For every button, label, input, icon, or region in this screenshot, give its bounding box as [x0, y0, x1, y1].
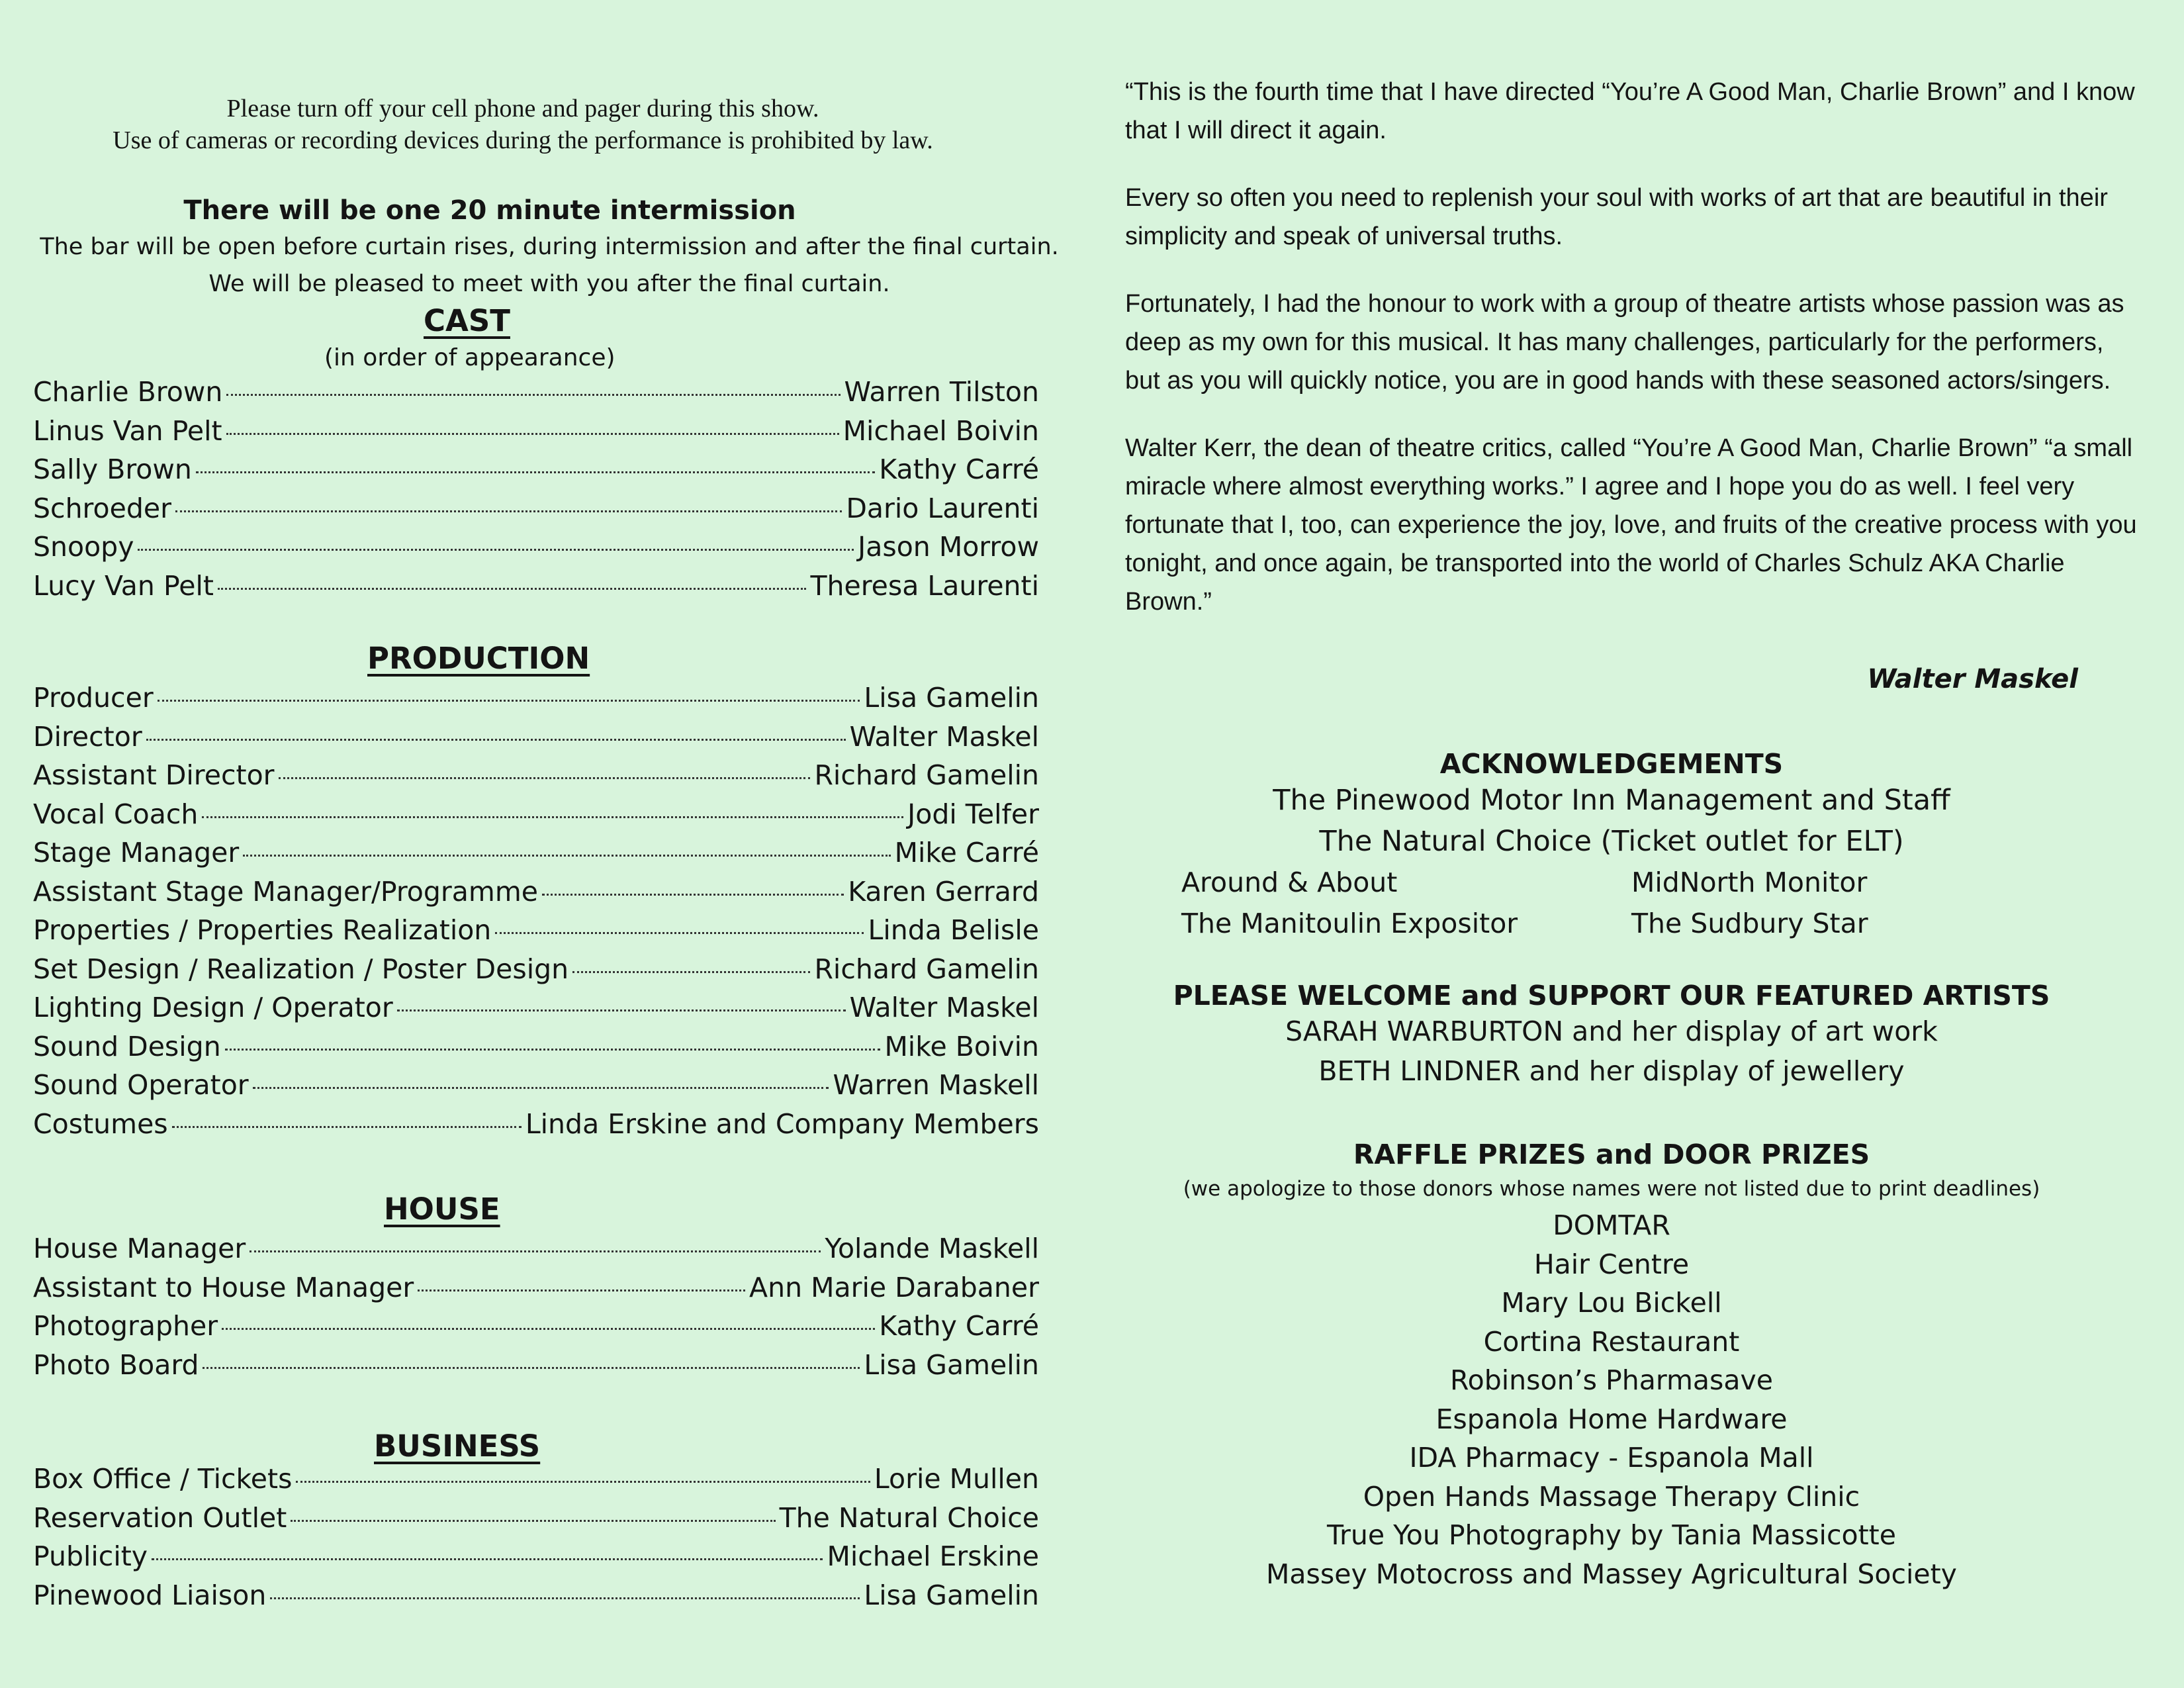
credit-name: Lisa Gamelin: [864, 682, 1039, 714]
leader-dots: [172, 1126, 522, 1128]
credit-name: The Natural Choice: [779, 1501, 1039, 1534]
donor-item: Massey Motocross and Massey Agricultural Society: [1266, 1558, 1957, 1590]
credit-role: Sound Operator: [33, 1069, 249, 1101]
credit-name: Kathy Carré: [879, 453, 1039, 485]
credit-role: Photo Board: [33, 1348, 199, 1381]
donor-item: IDA Pharmacy - Espanola Mall: [1409, 1442, 1814, 1474]
ack-media-item: MidNorth Monitor: [1631, 867, 1868, 898]
ack-media-item: Around & About: [1181, 867, 1398, 898]
leader-dots: [397, 1009, 846, 1011]
credit-name: Mike Boivin: [884, 1030, 1039, 1062]
notice-line: Please turn off your cell phone and pager during this show.: [226, 95, 819, 122]
credit-row: [33, 759, 1039, 798]
intermission-text: [26, 228, 1072, 303]
acknowledgements-section: [1118, 748, 2105, 944]
donor-item: Mary Lou Bickell: [1501, 1287, 1722, 1319]
credit-role: Pinewood Liaison: [33, 1579, 267, 1611]
ack-media-item: The Sudbury Star: [1631, 908, 1868, 939]
credit-name: Ann Marie Darabaner: [749, 1271, 1039, 1303]
donor-item: Robinson’s Pharmasave: [1450, 1364, 1773, 1396]
credit-role: House Manager: [33, 1233, 246, 1264]
leader-dots: [226, 433, 839, 435]
credit-row: [33, 914, 1039, 953]
credit-role: Set Design / Realization / Poster Design: [33, 953, 569, 985]
leader-dots: [222, 1328, 875, 1330]
credit-role: Properties / Properties Realization: [33, 914, 492, 946]
credit-role: Charlie Brown: [33, 376, 223, 408]
leader-dots: [218, 588, 807, 590]
credit-row: [33, 1272, 1039, 1311]
credit-role: Lucy Van Pelt: [33, 569, 214, 602]
leader-dots: [542, 894, 844, 896]
credit-name: Jodi Telfer: [907, 798, 1039, 830]
credit-role: Snoopy: [33, 531, 134, 563]
credit-role: Costumes: [33, 1107, 168, 1140]
credit-role: Director: [33, 720, 142, 753]
credit-name: Jason Morrow: [858, 531, 1039, 563]
leader-dots: [175, 510, 842, 512]
leader-dots: [296, 1481, 870, 1483]
credit-row: [33, 837, 1039, 876]
leader-dots: [291, 1520, 775, 1522]
ack-line: The Pinewood Motor Inn Management and Staff: [1273, 784, 1950, 817]
featured-artists-title: PLEASE WELCOME and SUPPORT OUR FEATURED ARTISTS: [1173, 980, 2050, 1011]
intermission-line: We will be pleased to meet with you after the final curtain.: [208, 271, 890, 297]
intermission-line: The bar will be open before curtain rises, during intermission and after the final curtain.: [40, 234, 1059, 260]
donor-item: True You Photography by Tania Massicotte: [1327, 1519, 1896, 1551]
cast-title: CAST: [424, 303, 510, 338]
credit-name: Yolande Maskell: [825, 1233, 1039, 1264]
credit-role: Assistant Director: [33, 759, 275, 791]
credit-row: [33, 415, 1039, 454]
credit-row: [33, 876, 1039, 915]
credit-row: [33, 721, 1039, 760]
credit-row: [33, 376, 1039, 415]
leader-dots: [226, 394, 840, 396]
leader-dots: [572, 971, 810, 973]
credit-row: [33, 798, 1039, 837]
raffle-title: RAFFLE PRIZES and DOOR PRIZES: [1353, 1139, 1870, 1170]
credit-name: Linda Erskine and Company Members: [525, 1107, 1039, 1140]
credit-name: Warren Tilston: [844, 376, 1039, 408]
credit-name: Lisa Gamelin: [864, 1348, 1039, 1381]
featured-artist: BETH LINDNER and her display of jewellery: [1318, 1055, 1905, 1087]
credit-row: [33, 570, 1039, 609]
raffle-note: (we apologize to those donors whose names were not listed due to print deadlines): [1183, 1177, 2040, 1201]
credit-row: [33, 1579, 1039, 1618]
leader-dots: [225, 1049, 881, 1051]
production-title: PRODUCTION: [367, 641, 590, 676]
credit-name: Michael Erskine: [827, 1540, 1039, 1572]
donor-item: Open Hands Massage Therapy Clinic: [1363, 1480, 1860, 1513]
ack-media-list: [1118, 862, 2105, 944]
credit-role: Assistant to House Manager: [33, 1271, 414, 1303]
production-list: [33, 682, 1039, 1147]
credit-name: Mike Carré: [894, 837, 1039, 868]
credit-name: Walter Maskel: [849, 720, 1039, 753]
credit-row: [33, 1069, 1039, 1108]
credit-row: [33, 1463, 1039, 1502]
credit-name: Linda Belisle: [868, 914, 1039, 946]
phone-notice: [26, 93, 1019, 156]
letter-paragraph: Fortunately, I had the honour to work with a group of theatre artists whose passion was as deep as my own for this musical. It has many challenges, particularly for the performers, but as you will quickly notice, you are in good hands with these seasoned actors/singers.: [1125, 290, 2124, 395]
credit-name: Lorie Mullen: [874, 1463, 1039, 1495]
leader-dots: [418, 1289, 745, 1291]
ack-right-column: [1605, 862, 2055, 944]
credit-role: Publicity: [33, 1540, 148, 1572]
credit-role: Photographer: [33, 1310, 218, 1342]
business-title: BUSINESS: [374, 1429, 541, 1464]
leader-dots: [243, 855, 890, 857]
credit-name: Dario Laurenti: [846, 492, 1039, 524]
donor-item: Hair Centre: [1533, 1248, 1690, 1280]
leader-dots: [279, 777, 811, 779]
credit-row: [33, 1540, 1039, 1579]
credit-role: Vocal Coach: [33, 798, 199, 830]
credit-row: [33, 1310, 1039, 1349]
credit-name: Walter Maskel: [849, 992, 1039, 1023]
credit-role: Sally Brown: [33, 453, 192, 485]
ack-left-column: [1168, 862, 1605, 944]
credit-row: [33, 531, 1039, 570]
credit-row: [33, 1233, 1039, 1272]
leader-dots: [158, 700, 860, 702]
donor-item: DOMTAR: [1553, 1209, 1670, 1241]
letter-paragraph: “This is the fourth time that I have directed “You’re A Good Man, Charlie Brown” and I know that I will direct it again.: [1125, 78, 2135, 144]
leader-dots: [138, 549, 854, 551]
leader-dots: [250, 1250, 821, 1252]
leader-dots: [196, 471, 875, 473]
letter-paragraph: Walter Kerr, the dean of theatre critics, called “You’re A Good Man, Charlie Brown” “a small miracle where almost everything works.” I agree and I hope you do as well. I feel very fortunate that I, too, can experience the joy, love, and fruits of the creative process with you tonight, and once again, be transported into the world of Charles Schulz AKA Charlie Brown.”: [1125, 434, 2137, 616]
cast-list: [33, 376, 1039, 608]
credit-role: Assistant Stage Manager/Programme: [33, 875, 539, 908]
credit-row: [33, 953, 1039, 992]
leader-dots: [146, 739, 846, 741]
credit-row: [33, 492, 1039, 532]
credit-name: Warren Maskell: [833, 1069, 1039, 1101]
credit-row: [33, 992, 1039, 1031]
featured-artists-section: [1118, 980, 2105, 1091]
acknowledgements-title: ACKNOWLEDGEMENTS: [1439, 748, 1784, 780]
leader-dots: [203, 1367, 860, 1369]
credit-row: [33, 1502, 1039, 1541]
credit-name: Richard Gamelin: [814, 953, 1039, 985]
raffle-section: [1118, 1139, 2105, 1593]
credit-role: Schroeder: [33, 492, 171, 524]
credit-row: [33, 682, 1039, 721]
credit-row: [33, 1349, 1039, 1388]
credit-name: Kathy Carré: [879, 1310, 1039, 1342]
ack-media-item: The Manitoulin Expositor: [1181, 908, 1518, 939]
credit-name: Richard Gamelin: [814, 759, 1039, 791]
director-signature: Walter Maskel: [1867, 664, 2078, 694]
business-list: [33, 1463, 1039, 1618]
credit-role: Lighting Design / Operator: [33, 992, 393, 1023]
credit-row: [33, 1031, 1039, 1070]
featured-artist: SARAH WARBURTON and her display of art work: [1285, 1015, 1938, 1047]
director-letter: [1125, 73, 2144, 650]
credit-name: Michael Boivin: [842, 414, 1039, 447]
credit-name: Theresa Laurenti: [810, 569, 1039, 602]
credit-role: Linus Van Pelt: [33, 414, 222, 447]
credit-role: Stage Manager: [33, 837, 240, 868]
donor-item: Cortina Restaurant: [1483, 1325, 1740, 1358]
credit-role: Reservation Outlet: [33, 1501, 287, 1534]
letter-paragraph: Every so often you need to replenish your soul with works of art that are beautiful in their simplicity and speak of universal truths.: [1125, 184, 2108, 250]
credit-name: Karen Gerrard: [848, 875, 1039, 908]
leader-dots: [270, 1597, 860, 1599]
donor-item: Espanola Home Hardware: [1435, 1403, 1788, 1435]
ack-line: The Natural Choice (Ticket outlet for ELT): [1319, 825, 1904, 858]
intermission-title: There will be one 20 minute intermission: [183, 195, 796, 226]
leader-dots: [495, 932, 864, 934]
leader-dots: [202, 816, 903, 818]
credit-name: Lisa Gamelin: [864, 1579, 1039, 1611]
house-title: HOUSE: [384, 1192, 500, 1227]
credit-role: Producer: [33, 682, 154, 714]
cast-note: (in order of appearance): [324, 344, 615, 371]
credit-role: Sound Design: [33, 1030, 221, 1062]
credit-row: [33, 453, 1039, 492]
house-list: [33, 1233, 1039, 1387]
credit-row: [33, 1108, 1039, 1147]
leader-dots: [253, 1087, 829, 1089]
notice-line: Use of cameras or recording devices during the performance is prohibited by law.: [113, 126, 933, 154]
credit-role: Box Office / Tickets: [33, 1463, 293, 1495]
leader-dots: [152, 1558, 823, 1560]
